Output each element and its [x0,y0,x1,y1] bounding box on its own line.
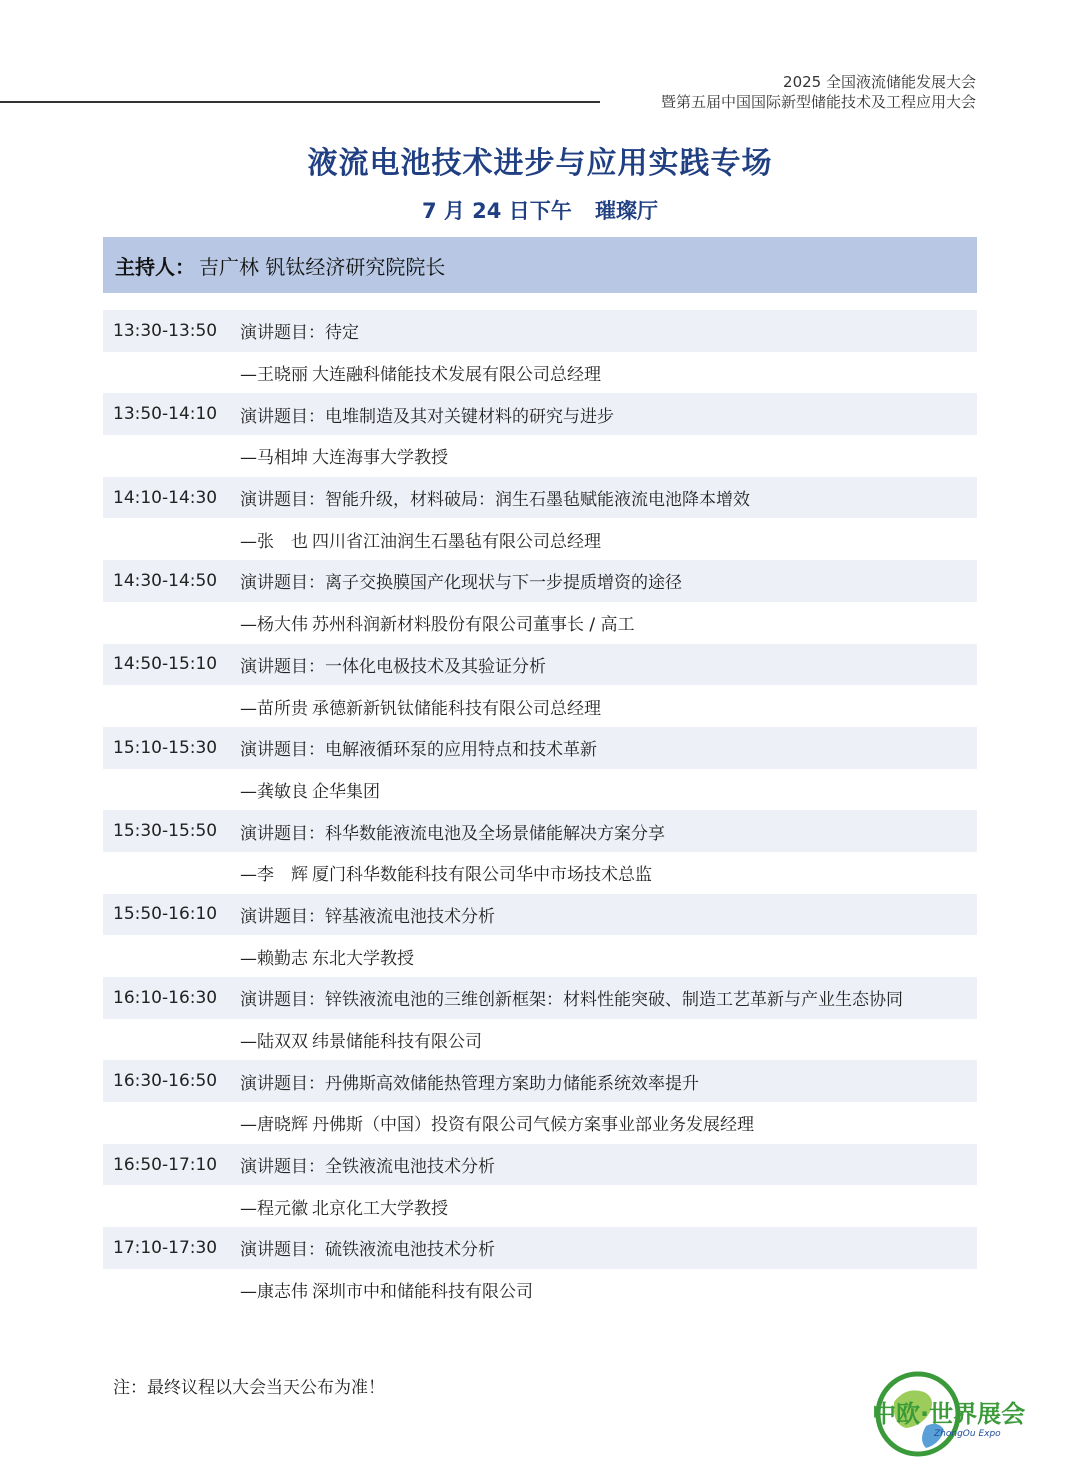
table-row [103,352,977,394]
speaker-name: —李 辉 [240,865,308,886]
host-label: 主持人： [115,254,195,279]
table-row [103,894,977,936]
speaker-name: —马相坤 [240,448,308,469]
expo-logo [872,1368,1072,1460]
table-row [103,1185,977,1227]
table-row [103,393,977,435]
session-topic: 演讲题目：智能升级，材料破局：润生石墨毡赋能液流电池降本增效 [240,490,750,511]
session-time: 15:30-15:50 [113,821,218,842]
table-row [103,644,977,686]
speaker-name: —龚敏良 [240,781,308,802]
table-row [103,310,977,352]
speaker-name: —杨大伟 [240,615,308,636]
table-row [103,602,977,644]
session-time: 14:30-14:50 [113,570,218,591]
speaker-name: —陆双双 [240,1032,308,1053]
table-row [103,1227,977,1269]
speaker-affiliation: 承德新新钒钛储能科技有限公司总经理 [312,698,601,719]
speaker-affiliation: 大连融科储能技术发展有限公司总经理 [312,365,601,386]
session-topic: 演讲题目：科华数能液流电池及全场景储能解决方案分享 [240,823,665,844]
speaker-affiliation: 深圳市中和储能科技有限公司 [312,1282,533,1303]
header-divider [0,101,600,103]
table-row [103,1269,977,1311]
table-row [103,977,977,1019]
session-venue: 璀璨厅 [595,199,659,223]
session-topic: 演讲题目：待定 [240,323,359,344]
session-time: 16:50-17:10 [113,1154,218,1175]
speaker-name: —康志伟 [240,1282,308,1303]
speaker-name: —程元徽 [240,1198,308,1219]
table-row [103,477,977,519]
table-row [103,518,977,560]
table-row [103,685,977,727]
session-date: 7 月 24 日下午 [421,199,572,223]
speaker-affiliation: 四川省江油润生石墨毡有限公司总经理 [312,531,601,552]
conference-subname: 暨第五届中国国际新型储能技术及工程应用大会 [660,93,976,111]
session-topic: 演讲题目：一体化电极技术及其验证分析 [240,656,546,677]
table-row [103,1102,977,1144]
session-time: 16:10-16:30 [113,987,218,1008]
schedule-table [103,310,977,1311]
table-row [103,810,977,852]
session-topic: 演讲题目：全铁液流电池技术分析 [240,1157,495,1178]
session-time: 15:10-15:30 [113,737,218,758]
host-name: 吉广林 钒钛经济研究院院长 [199,254,446,279]
speaker-affiliation: 东北大学教授 [312,948,414,969]
session-topic: 演讲题目：锌铁液流电池的三维创新框架：材料性能突破、制造工艺革新与产业生态协同 [240,990,903,1011]
speaker-affiliation: 苏州科润新材料股份有限公司董事长 / 高工 [312,615,635,636]
session-topic: 演讲题目：锌基液流电池技术分析 [240,906,495,927]
table-row [103,852,977,894]
speaker-affiliation: 大连海事大学教授 [312,448,448,469]
session-time: 15:50-16:10 [113,904,218,925]
session-time: 13:30-13:50 [113,320,218,341]
logo-text: 中欧·世界展会 [872,1400,1026,1428]
speaker-affiliation: 厦门科华数能科技有限公司华中市场技术总监 [312,865,652,886]
session-subtitle [0,195,1080,225]
table-row [103,769,977,811]
session-time: 14:10-14:30 [113,487,218,508]
speaker-name: —唐晓辉 [240,1115,308,1136]
footnote: 注：最终议程以大会当天公布为准！ [113,1378,385,1398]
conference-name: 2025 全国液流储能发展大会 [783,73,976,91]
session-time: 17:10-17:30 [113,1237,218,1258]
session-topic: 演讲题目：电堆制造及其对关键材料的研究与进步 [240,406,614,427]
host-bar [103,237,977,293]
table-row [103,560,977,602]
speaker-name: —张 也 [240,531,308,552]
page-title: 液流电池技术进步与应用实践专场 [307,146,773,181]
speaker-name: —王晓丽 [240,365,308,386]
table-row [103,935,977,977]
table-row [103,1144,977,1186]
table-row [103,1060,977,1102]
table-row [103,435,977,477]
table-row [103,727,977,769]
session-time: 14:50-15:10 [113,654,218,675]
speaker-affiliation: 纬景储能科技有限公司 [312,1032,482,1053]
session-topic: 演讲题目：丹佛斯高效储能热管理方案助力储能系统效率提升 [240,1073,699,1094]
speaker-name: —苗所贵 [240,698,308,719]
speaker-affiliation: 企华集团 [312,781,380,802]
session-topic: 演讲题目：硫铁液流电池技术分析 [240,1240,495,1261]
speaker-affiliation: 北京化工大学教授 [312,1198,448,1219]
logo-subtext: ZhongOu Expo [934,1429,1001,1439]
table-row [103,1019,977,1061]
session-topic: 演讲题目：离子交换膜国产化现状与下一步提质增资的途径 [240,573,682,594]
speaker-affiliation: 丹佛斯（中国）投资有限公司气候方案事业部业务发展经理 [312,1115,754,1136]
speaker-name: —赖勤志 [240,948,308,969]
session-time: 16:30-16:50 [113,1071,218,1092]
conference-header [661,72,976,112]
session-time: 13:50-14:10 [113,404,218,425]
session-topic: 演讲题目：电解液循环泵的应用特点和技术革新 [240,740,597,761]
